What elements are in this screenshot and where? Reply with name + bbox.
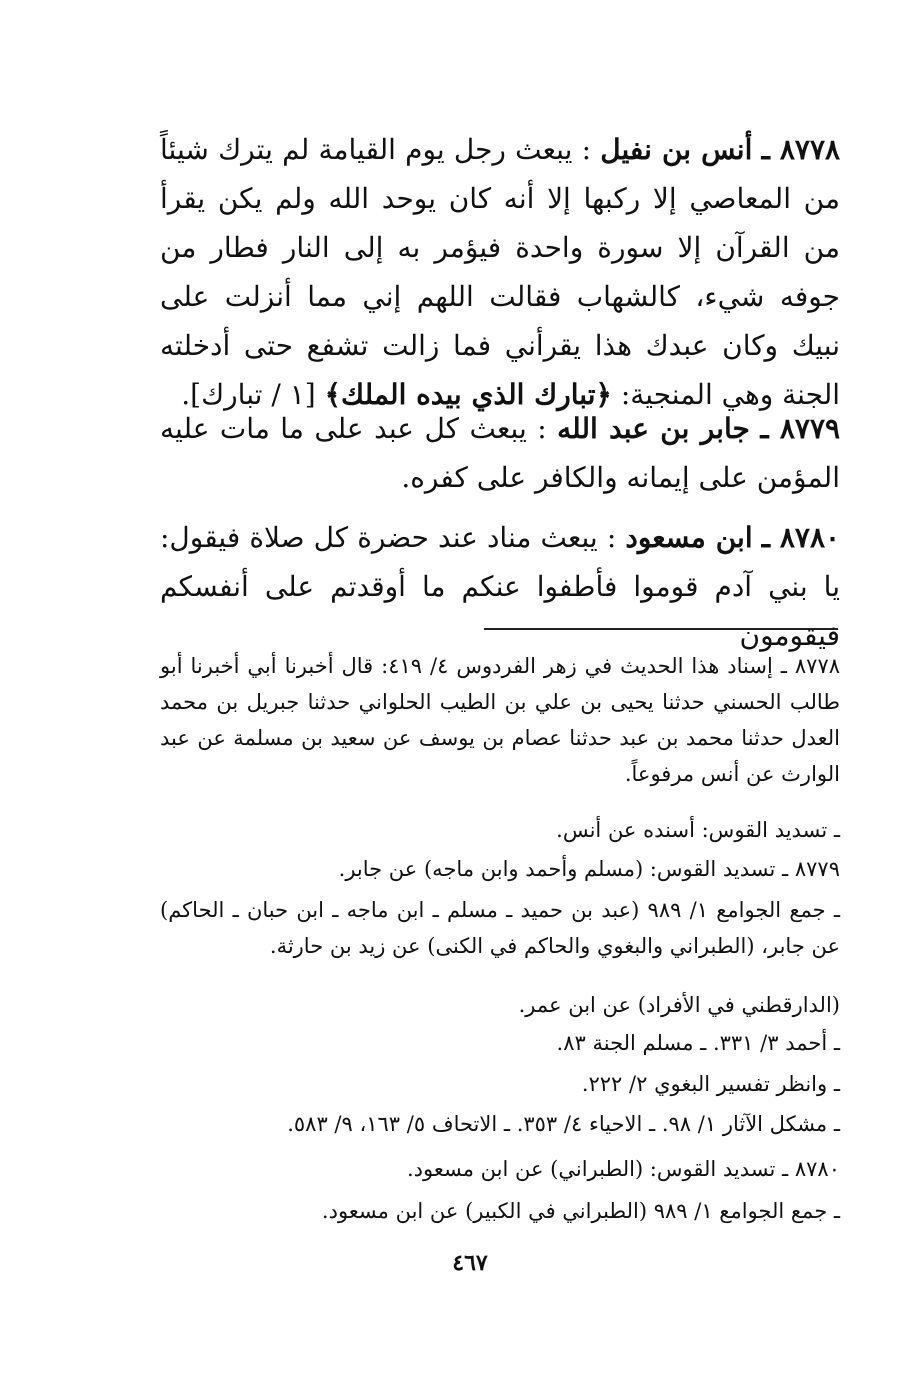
footnote-8779: ٨٧٧٩ ـ تسديد القوس: (مسلم وأحمد وابن ماجه) عن جابر. [338,857,840,881]
entry-number: ٨٧٧٨ ـ [761,133,841,166]
narrator-name: جابر بن عبد الله [557,412,750,445]
hadith-entry-8779 [160,404,840,502]
narrator-name: ابن مسعود [625,521,753,554]
footnote-line: (الدارقطني في الأفراد) عن ابن عمر. [518,993,840,1017]
footnote-line: ـ تسديد القوس: أسنده عن أنس. [556,818,840,842]
footnote-line: ـ جمع الجوامع ١/ ٩٨٩ (عبد بن حميد ـ مسلم ـ ابن ماجه ـ ابن حبان ـ الحاكم) عن جابر، (الطبراني والبغوي والحاكم في الكنى) عن زيد بن حارثة. [160,898,841,958]
narrator-name: أنس بن نفيل [600,133,753,166]
hadith-text: : يبعث كل عبد على ما مات عليه المؤمن على إيمانه والكافر على كفره. [160,412,840,494]
entry-number: ٨٧٨٠ ـ [761,521,841,554]
quran-reference: [١ / تبارك]. [181,378,316,411]
footnote-line: ـ أحمد ٣/ ٣٣١. ـ مسلم الجنة ٨٣. [556,1031,840,1055]
hadith-entry-8780 [160,513,840,660]
hadith-text: : يبعث مناد عند حضرة كل صلاة فيقول: يا بني آدم قوموا فأطفوا عنكم ما أوقدتم على أنفسكم فيقومون [160,521,840,652]
footnote-line: ـ وانظر تفسير البغوي ٢/ ٢٢٢. [581,1072,840,1096]
footnote-line: ـ مشكل الآثار ١/ ٩٨. ـ الاحياء ٤/ ٣٥٣. ـ الاتحاف ٥/ ١٦٣، ٩/ ٥٨٣. [287,1112,840,1136]
footnote-8780: ٨٧٨٠ ـ تسديد القوس: (الطبراني) عن ابن مسعود. [406,1157,840,1181]
footnote-8778-isnad: ٨٧٧٨ ـ إسناد هذا الحديث في زهر الفردوس ٤/ ٤١٩: قال أخبرنا أبي أخبرنا أبو طالب الحسني حدثنا يحيى بن علي بن الطيب الحلواني حدثنا جبريل بن محمد العدل حدثنا محمد بن عبد حدثنا عصام بن يوسف عن سعيد بن مسلمة عن عبد الوارث عن أنس مرفوعاً. [160,654,841,786]
hadith-text: : يبعث رجل يوم القيامة لم يترك شيئاً من المعاصي إلا ركبها إلا أنه كان يوحد الله ولم يكن يقرأ من القرآن إلا سورة واحدة فيؤمر به إلى النار فطار من جوفه شيء، كالشهاب فقالت اللهم إني مما أنزلت على نبيك وكان عبدك هذا يقرأني فما زالت تشفع حتى أدخلته الجنة وهي المنجية: [160,133,840,411]
entry-number: ٨٧٧٩ ـ [760,412,841,445]
footnote-divider [484,628,838,630]
footnote-line: ـ جمع الجوامع ١/ ٩٨٩ (الطبراني في الكبير) عن ابن مسعود. [321,1199,840,1223]
page-number: ٤٦٧ [452,1250,488,1276]
quran-quote: ﴿تبارك الذي بيده الملك﴾ [324,378,612,411]
hadith-entry-8778 [160,125,840,419]
